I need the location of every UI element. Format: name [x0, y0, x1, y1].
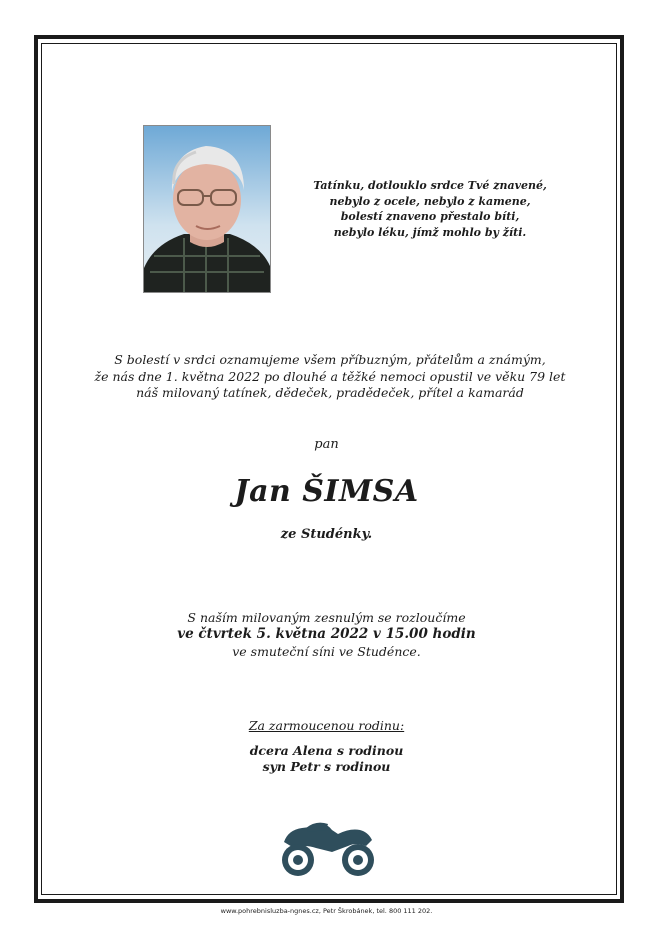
announcement-line: S bolestí v srdci oznamujeme všem příbuzným, přátelům a známým,: [114, 352, 546, 367]
deceased-origin: ze Studénky.: [280, 527, 373, 542]
poem-line: bolestí znaveno přestalo bíti,: [340, 210, 520, 223]
announcement-line: náš milovaný tatínek, dědeček, pradědeček, přítel a kamarád: [136, 385, 524, 400]
announcement-line: že nás dne 1. května 2022 po dlouhé a těžké nemoci opustil ve věku 79 let: [94, 368, 566, 384]
poem-line: nebylo léku, jímž mohlo by žíti.: [333, 225, 527, 239]
family-signature: [0, 718, 653, 775]
portrait-photo: [143, 125, 271, 293]
farewell-info: [0, 609, 653, 660]
announcement: [60, 352, 600, 402]
motorcycle-icon: [276, 818, 380, 878]
deceased-title: pan: [314, 437, 339, 452]
funeral-service-footer: www.pohrebnisluzba-ngnes.cz, Petr Škrobánek, tel. 800 111 202.: [220, 907, 433, 915]
farewell-intro: S naším milovaným zesnulým se rozloučíme: [187, 610, 466, 625]
poem: [290, 178, 570, 240]
farewell-place: ve smuteční síni ve Studénce.: [232, 644, 421, 659]
family-member: syn Petr s rodinou: [262, 759, 391, 774]
poem-line: nebylo z ocele, nebylo z kamene,: [329, 194, 531, 208]
poem-line: Tatínku, dotlouklo srdce Tvé znavené,: [313, 179, 547, 192]
family-heading: Za zarmoucenou rodinu:: [248, 718, 405, 733]
deceased-name: Jan ŠIMSA: [234, 474, 419, 509]
farewell-datetime: ve čtvrtek 5. května 2022 v 15.00 hodin: [177, 626, 476, 642]
family-member: dcera Alena s rodinou: [249, 743, 404, 758]
